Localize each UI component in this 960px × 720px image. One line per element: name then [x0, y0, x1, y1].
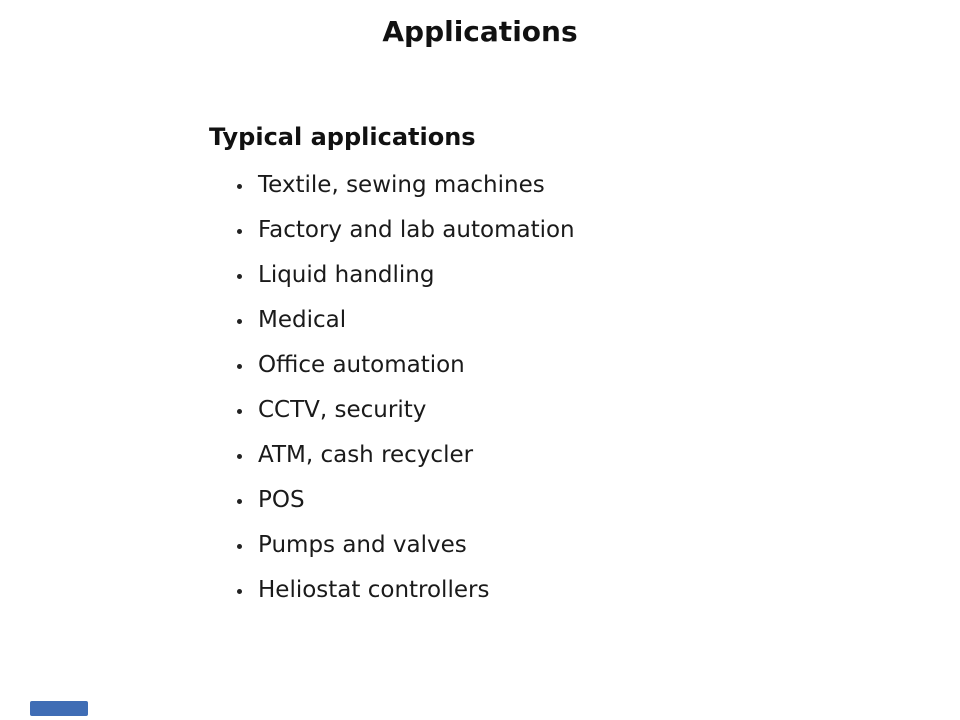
list-item — [209, 298, 575, 343]
section-heading: Typical applications — [209, 123, 476, 151]
bullet-text: Office automation — [258, 352, 465, 378]
bullet-text: Pumps and valves — [258, 532, 467, 558]
bullet-list — [209, 163, 575, 613]
bullet-text: Textile, sewing machines — [258, 172, 545, 198]
bullet-icon — [237, 589, 242, 594]
bullet-text: Factory and lab automation — [258, 217, 575, 243]
list-item — [209, 568, 575, 613]
bullet-icon — [237, 544, 242, 549]
slide-title: Applications — [382, 15, 578, 48]
bullet-text: ATM, cash recycler — [258, 442, 474, 468]
bullet-icon — [237, 499, 242, 504]
content-block — [209, 123, 575, 613]
bullet-icon — [237, 319, 242, 324]
list-item — [209, 388, 575, 433]
bullet-icon — [237, 454, 242, 459]
list-item — [209, 343, 575, 388]
bullet-icon — [237, 274, 242, 279]
bullet-text: Medical — [258, 307, 347, 333]
bullet-text: POS — [258, 487, 305, 513]
bullet-icon — [237, 184, 242, 189]
bullet-text: CCTV, security — [258, 397, 427, 423]
bullet-icon — [237, 364, 242, 369]
list-item — [209, 163, 575, 208]
brand-logo-icon — [30, 701, 88, 716]
bullet-icon — [237, 409, 242, 414]
bullet-icon — [237, 229, 242, 234]
bullet-text: Heliostat controllers — [258, 577, 490, 603]
list-item — [209, 478, 575, 523]
list-item — [209, 433, 575, 478]
bullet-text: Liquid handling — [258, 262, 435, 288]
list-item — [209, 253, 575, 298]
list-item — [209, 208, 575, 253]
list-item — [209, 523, 575, 568]
